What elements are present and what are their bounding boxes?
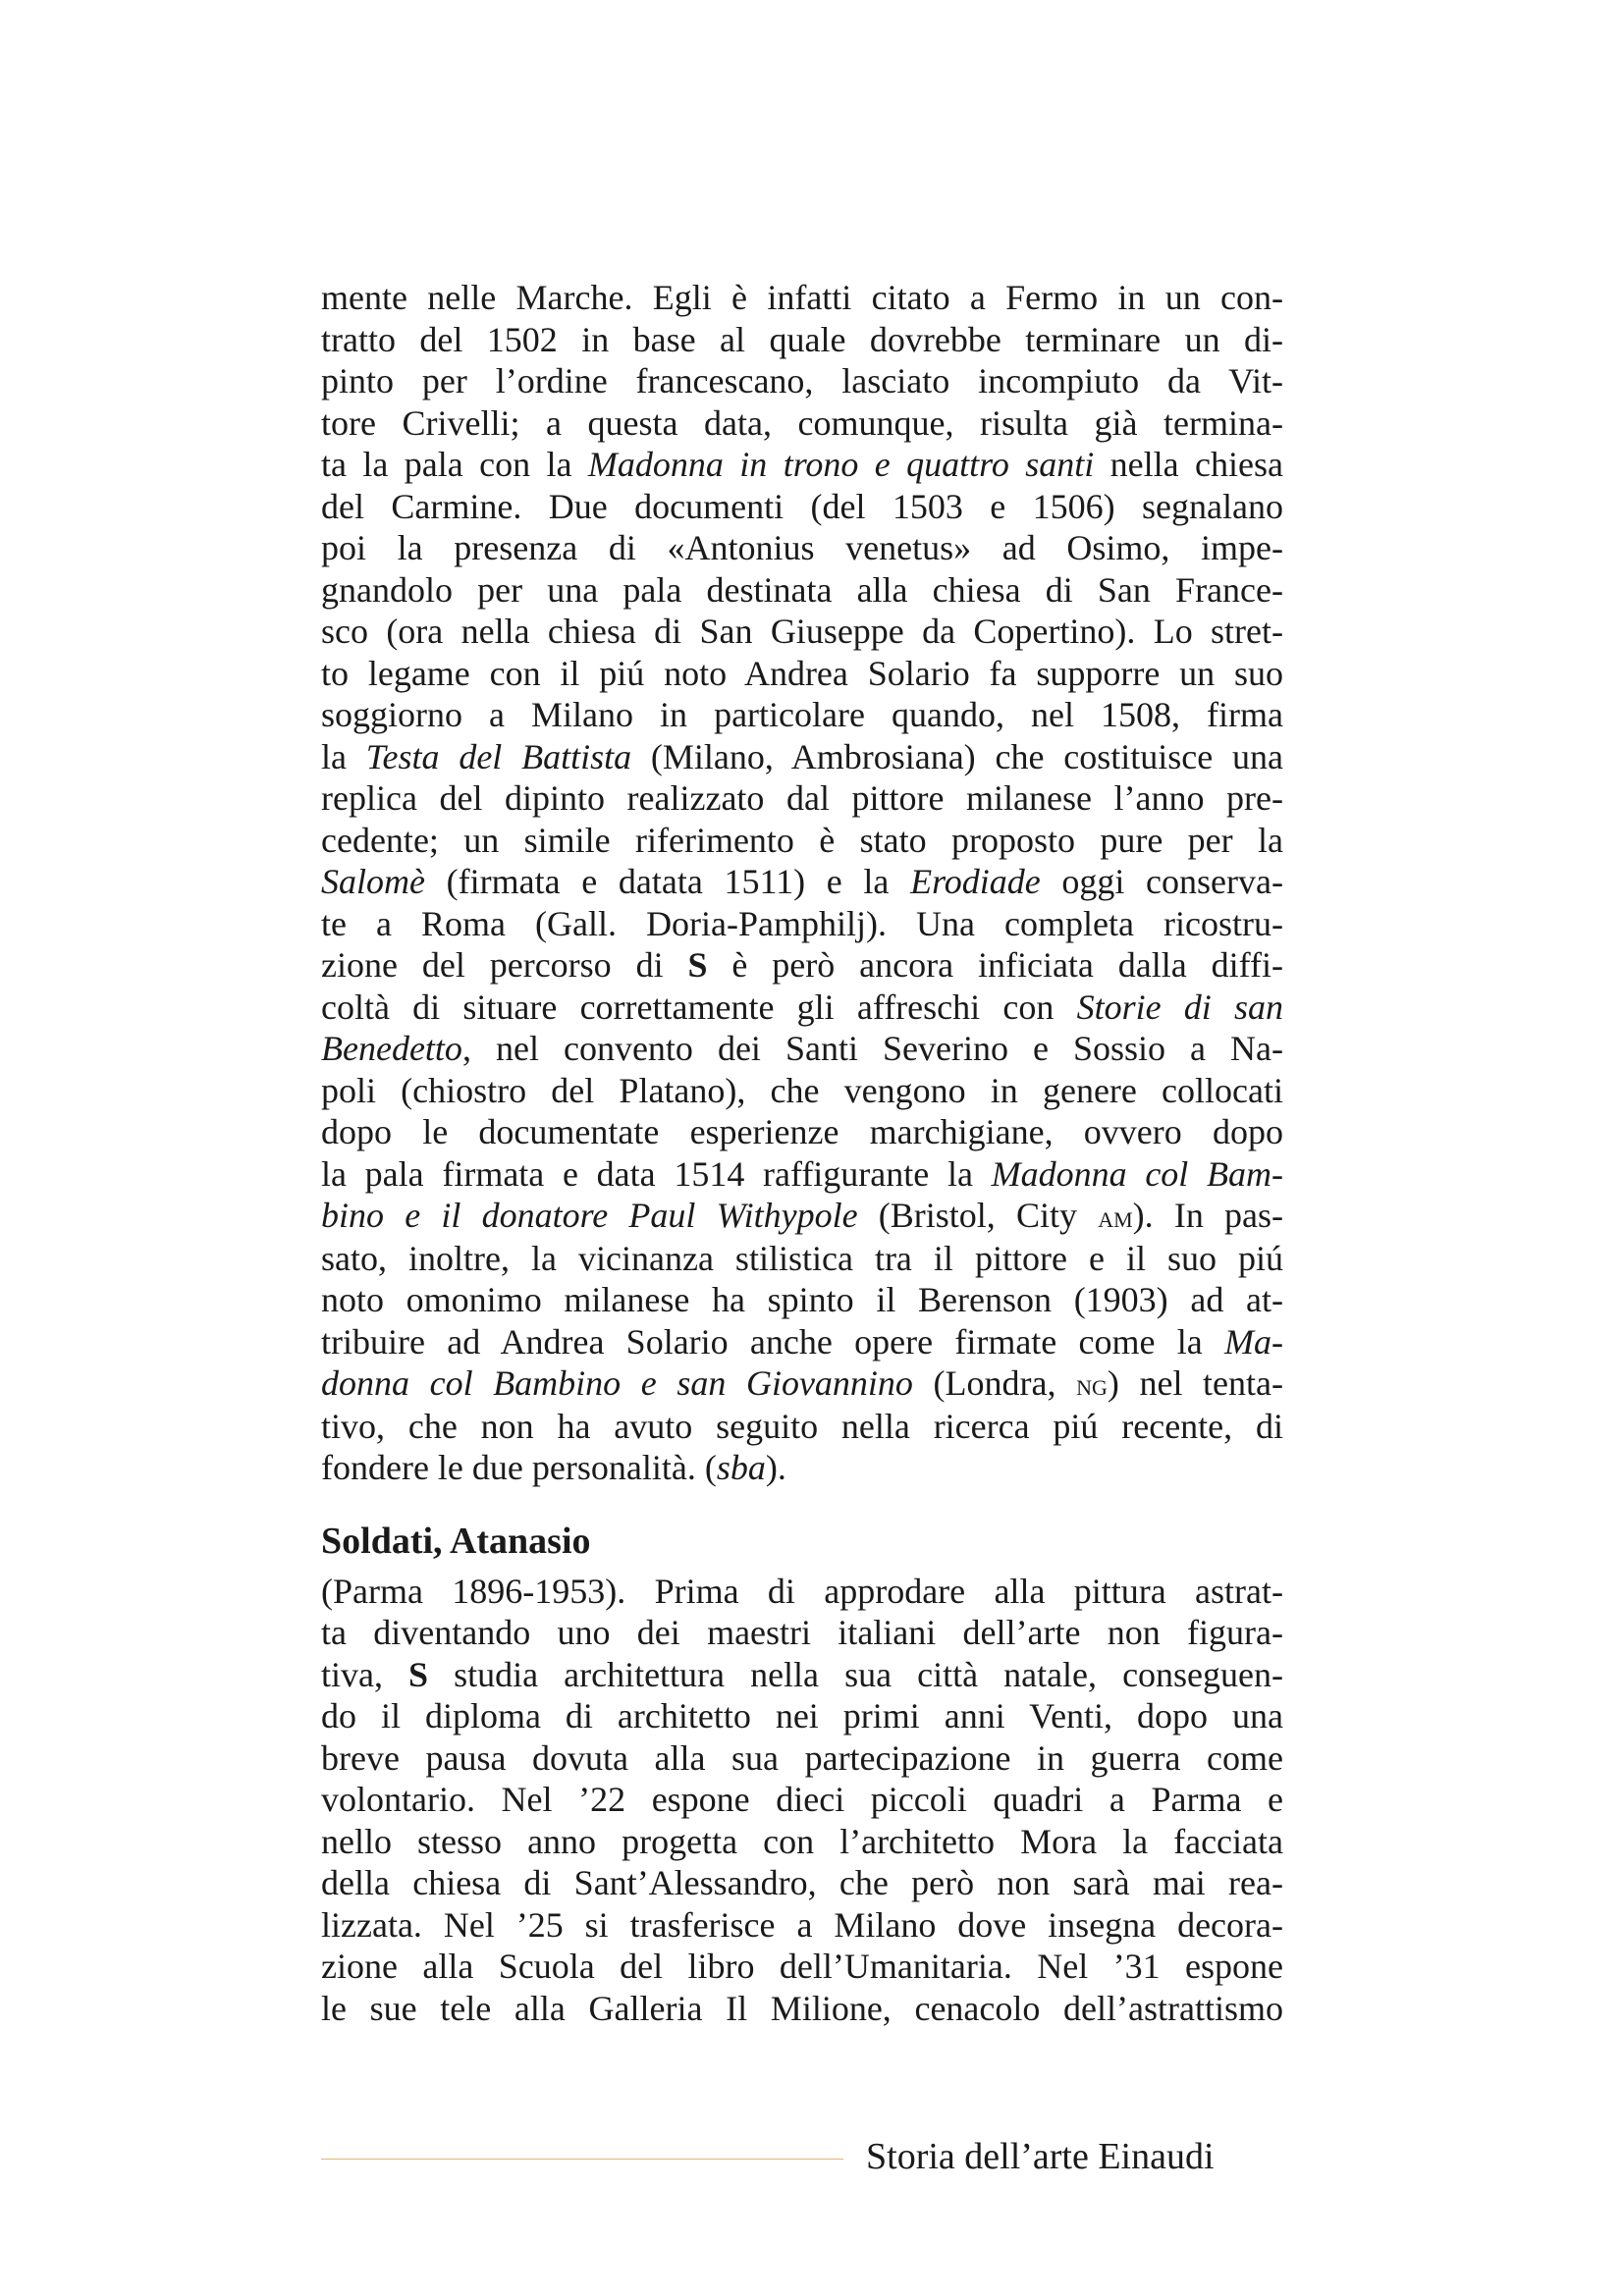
text-line bbox=[321, 1612, 1283, 1654]
text-line bbox=[321, 402, 1283, 445]
text-run: do il diploma di architetto nei primi anni Venti, dopo una bbox=[321, 1696, 1283, 1735]
text-line bbox=[321, 569, 1283, 612]
text-line bbox=[321, 820, 1283, 862]
text-line bbox=[321, 1737, 1283, 1780]
text-line bbox=[321, 987, 1283, 1029]
text-run: la bbox=[321, 736, 366, 776]
text-run: replica del dipinto realizzato dal pittore milanese l’anno pre- bbox=[321, 778, 1283, 818]
text-line bbox=[321, 527, 1283, 569]
text-run: ). bbox=[765, 1448, 786, 1487]
text-run: ta diventando uno dei maestri italiani dell’arte non figura- bbox=[321, 1613, 1283, 1652]
text-line bbox=[321, 319, 1283, 361]
text-run: zione del percorso di bbox=[321, 945, 688, 985]
italic-title: Erodiade bbox=[910, 862, 1041, 901]
text-run: tribuire ad Andrea Solario anche opere firmate come la bbox=[321, 1321, 1225, 1362]
text-line bbox=[321, 1946, 1283, 1988]
museum-abbreviation: ng bbox=[1076, 1366, 1108, 1402]
text-line bbox=[321, 1654, 1283, 1696]
text-run: nello stesso anno progetta con l’architetto Mora la facciata bbox=[321, 1821, 1283, 1861]
text-line bbox=[321, 861, 1283, 903]
text-run: ta la pala con la bbox=[321, 445, 588, 484]
text-line bbox=[321, 1321, 1283, 1363]
footer-rule bbox=[321, 2159, 843, 2160]
text-line bbox=[321, 1695, 1283, 1737]
subject-initial: S bbox=[408, 1654, 429, 1694]
italic-title: bino e il donatore Paul Withypole bbox=[321, 1196, 858, 1235]
text-run: (Milano, Ambrosiana) che costituisce una bbox=[631, 736, 1283, 776]
text-line bbox=[321, 1195, 1283, 1238]
text-run: tivo, che non ha avuto seguito nella ricerca piú recente, di bbox=[321, 1406, 1283, 1446]
text-line bbox=[321, 1070, 1283, 1112]
italic-title: Storie di san bbox=[1076, 987, 1283, 1027]
text-run: fondere le due personalità. ( bbox=[321, 1448, 717, 1487]
italic-title: Benedetto bbox=[321, 1029, 462, 1068]
italic-title: Madonna in trono e quattro santi bbox=[587, 445, 1095, 484]
text-line bbox=[321, 611, 1283, 653]
text-run: pinto per l’ordine francescano, lasciato incompiuto da Vit- bbox=[321, 361, 1283, 400]
text-run: noto omonimo milanese ha spinto il Berenson (1903) ad at- bbox=[321, 1280, 1283, 1319]
text-run: zione alla Scuola del libro dell’Umanitaria. Nel ’31 espone bbox=[321, 1947, 1283, 1986]
text-line bbox=[321, 1447, 1283, 1489]
text-run: coltà di situare correttamente gli affreschi con bbox=[321, 987, 1077, 1027]
subject-initial: S bbox=[687, 945, 708, 985]
footer-title: Storia dell’arte Einaudi bbox=[866, 2136, 1215, 2177]
text-run: tratto del 1502 in base al quale dovrebbe terminare un di- bbox=[321, 319, 1283, 359]
text-line bbox=[321, 1779, 1283, 1821]
text-run: poli (chiostro del Platano), che vengono in genere collocati bbox=[321, 1070, 1283, 1110]
text-run: te a Roma (Gall. Doria-Pamphilj). Una completa ricostru- bbox=[321, 903, 1283, 943]
text-run: tiva, bbox=[321, 1654, 409, 1694]
text-run: volontario. Nel ’22 espone dieci piccoli quadri a Parma e bbox=[321, 1780, 1283, 1819]
text-run: (Bristol, City bbox=[857, 1196, 1099, 1235]
text-run: è però ancora inficiata dalla diffi- bbox=[707, 945, 1283, 985]
text-run: poi la presenza di «Antonius venetus» ad Osimo, impe- bbox=[321, 528, 1283, 567]
text-run: , nel convento dei Santi Severino e Sossio a Na- bbox=[461, 1029, 1283, 1068]
text-run: studia architettura nella sua città natale, conseguen- bbox=[428, 1654, 1283, 1694]
text-run: la pala firmata e data 1514 raffigurante la bbox=[321, 1153, 992, 1194]
text-line bbox=[321, 1028, 1283, 1070]
italic-title: Madonna col Bam- bbox=[991, 1153, 1283, 1194]
text-line bbox=[321, 1904, 1283, 1947]
text-run: to legame con il piú noto Andrea Solario fa supporre un suo bbox=[321, 653, 1283, 693]
text-run: della chiesa di Sant’Alessandro, che però non sarà mai rea- bbox=[321, 1863, 1283, 1902]
text-line bbox=[321, 444, 1283, 486]
text-run: nella chiesa bbox=[1094, 445, 1283, 484]
text-line bbox=[321, 1238, 1283, 1280]
text-run: breve pausa dovuta alla sua partecipazione in guerra come bbox=[321, 1737, 1283, 1778]
text-line bbox=[321, 277, 1283, 319]
text-run: mente nelle Marche. Egli è infatti citato a Fermo in un con- bbox=[321, 278, 1283, 317]
text-line bbox=[321, 653, 1283, 695]
text-line bbox=[321, 1988, 1283, 2030]
italic-title: donna col Bambino e san Giovannino bbox=[321, 1363, 913, 1403]
italic-title: Salomè bbox=[321, 862, 425, 901]
text-run: le sue tele alla Galleria Il Milione, cenacolo dell’astrattismo bbox=[321, 1988, 1283, 2028]
text-run: oggi conserva- bbox=[1040, 862, 1283, 901]
italic-title: sba bbox=[716, 1448, 766, 1487]
text-line bbox=[321, 1862, 1283, 1904]
text-run: cedente; un simile riferimento è stato proposto pure per la bbox=[321, 820, 1283, 860]
text-run: soggiorno a Milano in particolare quando, nel 1508, firma bbox=[321, 695, 1283, 734]
italic-title: Testa del Battista bbox=[365, 736, 632, 776]
text-run: ). In pas- bbox=[1132, 1196, 1283, 1235]
text-line bbox=[321, 1571, 1283, 1613]
text-line bbox=[321, 1153, 1283, 1196]
text-run: (firmata e datata 1511) e la bbox=[424, 862, 911, 901]
italic-title: Ma- bbox=[1224, 1321, 1283, 1362]
text-run: dopo le documentate esperienze marchigiane, ovvero dopo bbox=[321, 1112, 1283, 1151]
text-run: tore Crivelli; a questa data, comunque, risulta già termina- bbox=[321, 402, 1283, 443]
text-line bbox=[321, 1279, 1283, 1321]
entry-title: Soldati, Atanasio bbox=[321, 1520, 591, 1562]
text-line bbox=[321, 1362, 1283, 1406]
text-line bbox=[321, 1821, 1283, 1863]
text-line bbox=[321, 944, 1283, 987]
museum-abbreviation: am bbox=[1098, 1199, 1133, 1234]
text-run: lizzata. Nel ’25 si trasferisce a Milano dove insegna decora- bbox=[321, 1904, 1283, 1945]
text-run: del Carmine. Due documenti (del 1503 e 1506) segnalano bbox=[321, 486, 1283, 526]
text-run: ) nel tenta- bbox=[1107, 1363, 1283, 1403]
text-line bbox=[321, 694, 1283, 736]
text-line bbox=[321, 1111, 1283, 1153]
text-line bbox=[321, 1406, 1283, 1448]
article-continued bbox=[321, 277, 1283, 1489]
body-text bbox=[321, 277, 1283, 2029]
text-run: sco (ora nella chiesa di San Giuseppe da Copertino). Lo stret- bbox=[321, 612, 1283, 651]
entry-body bbox=[321, 1571, 1283, 2030]
text-line bbox=[321, 486, 1283, 528]
text-run: (Londra, bbox=[912, 1363, 1077, 1403]
text-line bbox=[321, 777, 1283, 820]
text-run: gnandolo per una pala destinata alla chiesa di San France- bbox=[321, 569, 1283, 610]
text-run: (Parma 1896-1953). Prima di approdare alla pittura astrat- bbox=[321, 1571, 1283, 1611]
text-line bbox=[321, 736, 1283, 778]
text-line bbox=[321, 360, 1283, 402]
text-run: sato, inoltre, la vicinanza stilistica tra il pittore e il suo piú bbox=[321, 1238, 1283, 1278]
text-line bbox=[321, 903, 1283, 945]
